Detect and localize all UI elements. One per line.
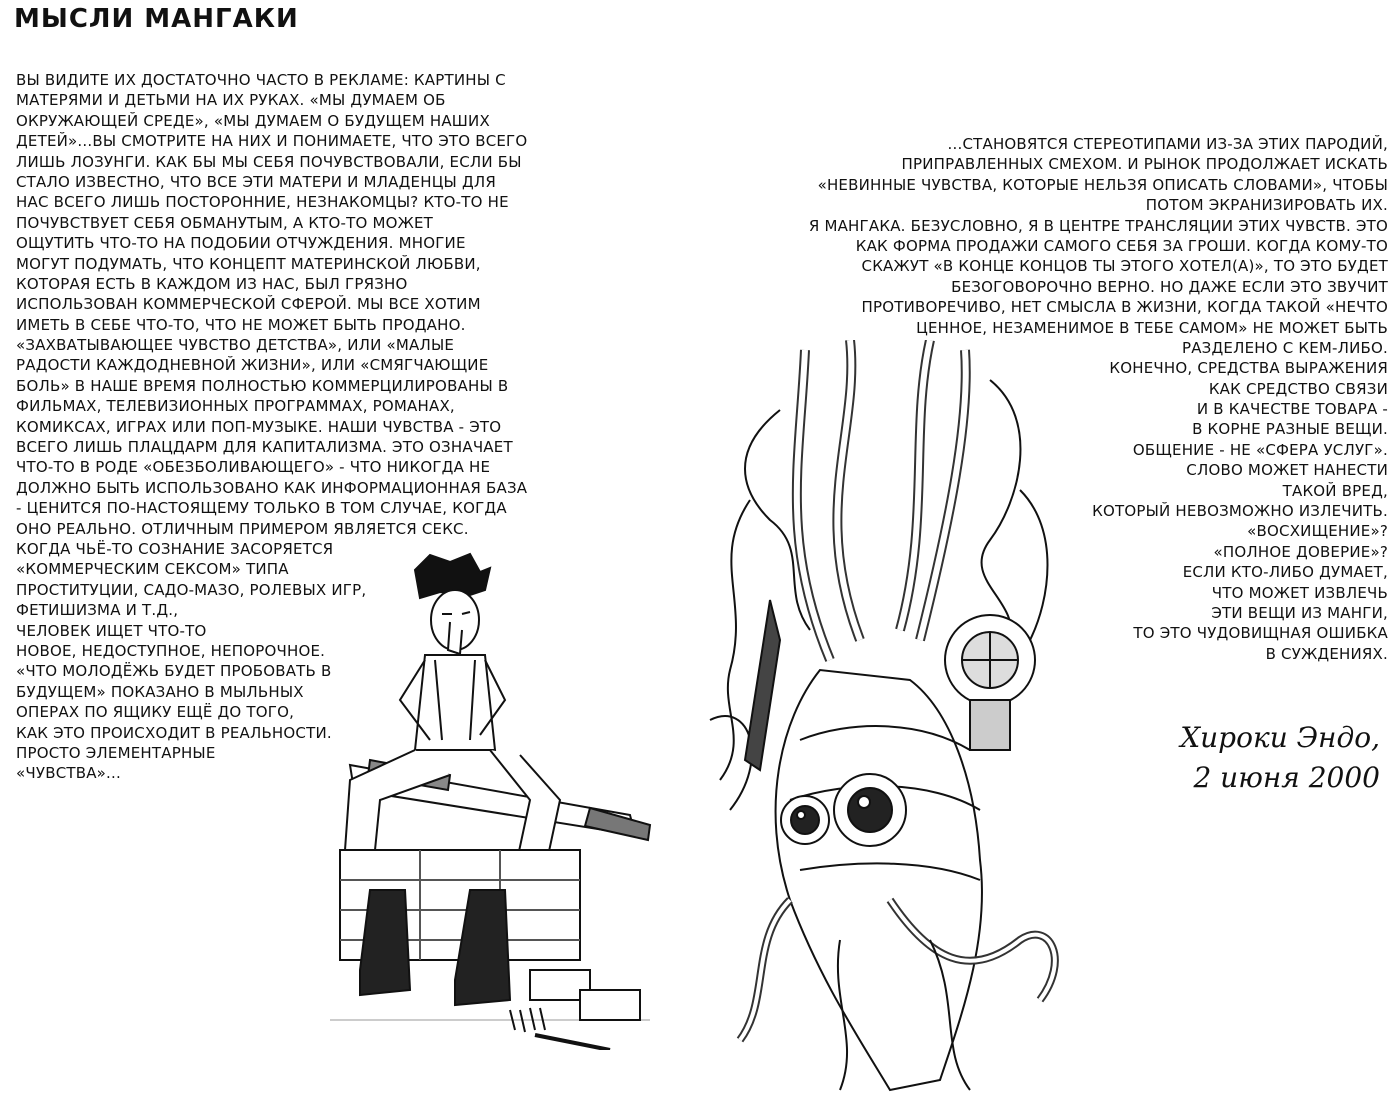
right-text-line: ПРОТИВОРЕЧИВО, НЕТ СМЫСЛА В ЖИЗНИ, КОГДА ТАКОЙ «НЕЧТО: [861, 298, 1388, 317]
left-text-line: ВСЕГО ЛИШЬ ПЛАЦДАРМ ДЛЯ КАПИТАЛИЗМА. ЭТО ОЗНАЧАЕТ: [16, 438, 513, 457]
right-text-line: ПОТОМ ЭКРАНИЗИРОВАТЬ ИХ.: [1145, 196, 1388, 215]
right-text-line: ОБЩЕНИЕ - НЕ «СФЕРА УСЛУГ».: [1132, 440, 1388, 459]
right-text-line: БЕЗОГОВОРОЧНО ВЕРНО. НО ДАЖЕ ЕСЛИ ЭТО ЗВУЧИТ: [951, 277, 1388, 296]
left-text-line: ДЕТЕЙ»...ВЫ СМОТРИТЕ НА НИХ И ПОНИМАЕТЕ, ЧТО ЭТО ВСЕГО: [16, 132, 528, 151]
right-text-line: «ПОЛНОЕ ДОВЕРИЕ»?: [1213, 542, 1388, 561]
signature-date: 2 июня 2000: [1193, 761, 1380, 794]
signature-block: [1180, 718, 1380, 798]
right-text-line: РАЗДЕЛЕНО С КЕМ-ЛИБО.: [1181, 338, 1388, 357]
left-text-line: МАТЕРЯМИ И ДЕТЬМИ НА ИХ РУКАХ. «МЫ ДУМАЕМ ОБ: [16, 91, 446, 110]
signature-name: Хироки Эндо,: [1180, 721, 1380, 754]
left-text-line: - ЦЕНИТСЯ ПО-НАСТОЯЩЕМУ ТОЛЬКО В ТОМ СЛУЧАЕ, КОГДА: [16, 499, 507, 518]
left-text-line: ОНО РЕАЛЬНО. ОТЛИЧНЫМ ПРИМЕРОМ ЯВЛЯЕТСЯ СЕКС.: [16, 519, 469, 538]
right-text-line: КОТОРЫЙ НЕВОЗМОЖНО ИЗЛЕЧИТЬ.: [1092, 502, 1388, 521]
left-text-line: ОПЕРАХ ПО ЯЩИКУ ЕЩЁ ДО ТОГО,: [16, 703, 295, 722]
left-text-line: ФЕТИШИЗМА И Т.Д.,: [16, 601, 179, 620]
left-text-line: ПРОСТО ЭЛЕМЕНТАРНЫЕ: [16, 743, 216, 762]
left-text-line: КОГДА ЧЬЁ-ТО СОЗНАНИЕ ЗАСОРЯЕТСЯ: [16, 539, 334, 558]
left-text-line: «КОММЕРЧЕСКИМ СЕКСОМ» ТИПА: [16, 560, 289, 579]
right-text-line: «НЕВИННЫЕ ЧУВСТВА, КОТОРЫЕ НЕЛЬЗЯ ОПИСАТЬ СЛОВАМИ», ЧТОБЫ: [817, 175, 1388, 194]
left-text-line: «ЗАХВАТЫВАЮЩЕЕ ЧУВСТВО ДЕТСТВА», ИЛИ «МАЛЫЕ: [16, 336, 455, 355]
right-text-line: ПРИПРАВЛЕННЫХ СМЕХОМ. И РЫНОК ПРОДОЛЖАЕТ ИСКАТЬ: [901, 155, 1388, 174]
left-text-line: ОЩУТИТЬ ЧТО-ТО НА ПОДОБИИ ОТЧУЖДЕНИЯ. МНОГИЕ: [16, 234, 466, 253]
left-text-line: ФИЛЬМАХ, ТЕЛЕВИЗИОННЫХ ПРОГРАММАХ, РОМАНАХ,: [16, 397, 455, 416]
left-text-line: «ЧУВСТВА»...: [16, 764, 121, 783]
page-title: МЫСЛИ МАНГАКИ: [14, 4, 299, 34]
right-text-line: «ВОСХИЩЕНИЕ»?: [1247, 522, 1388, 541]
left-text-line: ДОЛЖНО БЫТЬ ИСПОЛЬЗОВАНО КАК ИНФОРМАЦИОННАЯ БАЗА: [16, 478, 528, 497]
left-text-line: РАДОСТИ КАЖДОДНЕВНОЙ ЖИЗНИ», ИЛИ «СМЯГЧАЮЩИЕ: [16, 356, 489, 375]
right-text-line: ЭТИ ВЕЩИ ИЗ МАНГИ,: [1211, 603, 1388, 622]
right-text-line: ЦЕННОЕ, НЕЗАМЕНИМОЕ В ТЕБЕ САМОМ» НЕ МОЖЕТ БЫТЬ: [916, 318, 1388, 337]
left-text-line: КАК ЭТО ПРОИСХОДИТ В РЕАЛЬНОСТИ.: [16, 723, 332, 742]
right-text-line: ...СТАНОВЯТСЯ СТЕРЕОТИПАМИ ИЗ-ЗА ЭТИХ ПАРОДИЙ,: [947, 135, 1388, 153]
right-text-line: ЧТО МОЖЕТ ИЗВЛЕЧЬ: [1211, 583, 1388, 602]
right-text-line: ЕСЛИ КТО-ЛИБО ДУМАЕТ,: [1182, 563, 1388, 582]
left-text-line: ПРОСТИТУЦИИ, САДО-МАЗО, РОЛЕВЫХ ИГР,: [16, 580, 367, 599]
left-text-line: СТАЛО ИЗВЕСТНО, ЧТО ВСЕ ЭТИ МАТЕРИ И МЛАДЕНЦЫ ДЛЯ: [16, 172, 496, 191]
left-text-line: БОЛЬ» В НАШЕ ВРЕМЯ ПОЛНОСТЬЮ КОММЕРЦИЛИРОВАНЫ В: [16, 376, 509, 395]
left-text-line: ИСПОЛЬЗОВАН КОММЕРЧЕСКОЙ СФЕРОЙ. МЫ ВСЕ ХОТИМ: [16, 295, 481, 314]
left-text-line: ЛИШЬ ЛОЗУНГИ. КАК БЫ МЫ СЕБЯ ПОЧУВСТВОВАЛИ, ЕСЛИ БЫ: [16, 152, 522, 171]
left-text-line: МОГУТ ПОДУМАТЬ, ЧТО КОНЦЕПТ МАТЕРИНСКОЙ ЛЮБВИ,: [16, 254, 481, 273]
soldier-illustration: [330, 550, 660, 1050]
right-text-line: В СУЖДЕНИЯХ.: [1265, 644, 1388, 663]
left-text-line: ИМЕТЬ В СЕБЕ ЧТО-ТО, ЧТО НЕ МОЖЕТ БЫТЬ ПРОДАНО.: [16, 315, 466, 334]
right-text-line: КАК СРЕДСТВО СВЯЗИ: [1208, 379, 1388, 398]
right-text-line: Я МАНГАКА. БЕЗУСЛОВНО, Я В ЦЕНТРЕ ТРАНСЛЯЦИИ ЭТИХ ЧУВСТВ. ЭТО: [808, 216, 1388, 235]
left-text-line: ОКРУЖАЮЩЕЙ СРЕДЕ», «МЫ ДУМАЕМ О БУДУЩЕМ НАШИХ: [16, 111, 490, 130]
left-text-line: ВЫ ВИДИТЕ ИХ ДОСТАТОЧНО ЧАСТО В РЕКЛАМЕ: КАРТИНЫ С: [16, 71, 506, 89]
left-text-line: ЧЕЛОВЕК ИЩЕТ ЧТО-ТО: [16, 621, 207, 640]
left-text-line: ПОЧУВСТВУЕТ СЕБЯ ОБМАНУТЫМ, А КТО-ТО МОЖЕТ: [16, 213, 434, 232]
left-text-line: КОМИКСАХ, ИГРАХ ИЛИ ПОП-МУЗЫКЕ. НАШИ ЧУВСТВА - ЭТО: [16, 417, 502, 436]
right-text-line: ТАКОЙ ВРЕД,: [1282, 481, 1388, 500]
right-text-line: СЛОВО МОЖЕТ НАНЕСТИ: [1186, 461, 1388, 480]
right-text-line: И В КАЧЕСТВЕ ТОВАРА -: [1196, 400, 1388, 419]
right-text-line: КАК ФОРМА ПРОДАЖИ САМОГО СЕБЯ ЗА ГРОШИ. КОГДА КОМУ-ТО: [855, 236, 1388, 255]
right-text-line: КОНЕЧНО, СРЕДСТВА ВЫРАЖЕНИЯ: [1109, 359, 1388, 378]
left-text-line: ЧТО-ТО В РОДЕ «ОБЕЗБОЛИВАЮЩЕГО» - ЧТО НИКОГДА НЕ: [16, 458, 491, 477]
left-text-line: «ЧТО МОЛОДЁЖЬ БУДЕТ ПРОБОВАТЬ В: [16, 662, 332, 681]
right-text-line: ТО ЭТО ЧУДОВИЩНАЯ ОШИБКА: [1133, 624, 1388, 643]
left-text-line: НАС ВСЕГО ЛИШЬ ПОСТОРОННИЕ, НЕЗНАКОМЦЫ? КТО-ТО НЕ: [16, 193, 509, 212]
right-text-line: СКАЖУТ «В КОНЦЕ КОНЦОВ ТЫ ЭТОГО ХОТЕЛ(А)», ТО ЭТО БУДЕТ: [861, 257, 1388, 276]
mech-creature-illustration: [690, 340, 1090, 1100]
left-text-line: КОТОРАЯ ЕСТЬ В КАЖДОМ ИЗ НАС, БЫЛ ГРЯЗНО: [16, 274, 408, 293]
right-text-line: В КОРНЕ РАЗНЫЕ ВЕЩИ.: [1192, 420, 1388, 439]
left-text-line: БУДУЩЕМ» ПОКАЗАНО В МЫЛЬНЫХ: [16, 682, 304, 701]
left-text-line: НОВОЕ, НЕДОСТУПНОЕ, НЕПОРОЧНОЕ.: [16, 641, 326, 660]
